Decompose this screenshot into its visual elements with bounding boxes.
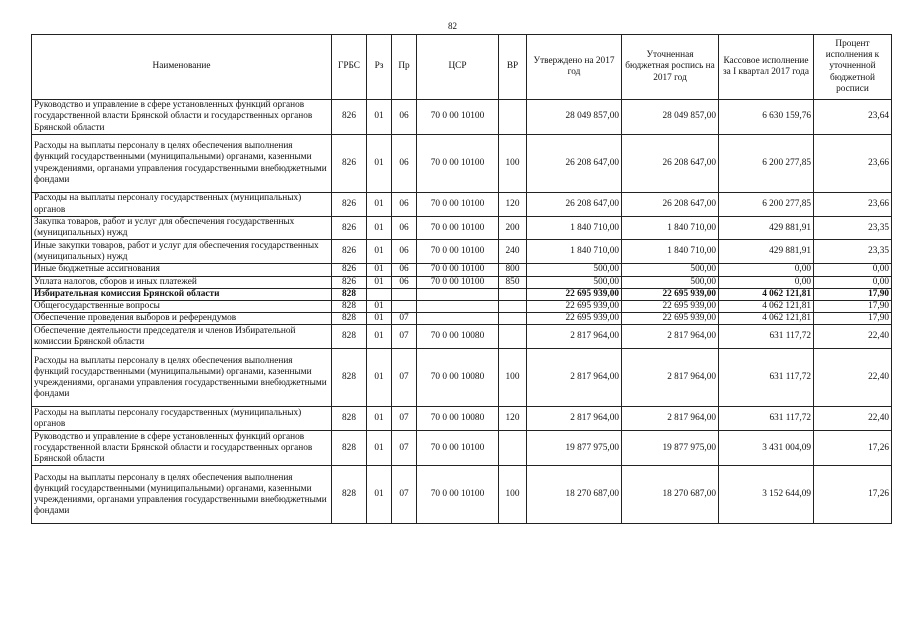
row-approved: 500,00 <box>527 276 622 288</box>
row-pr: 07 <box>392 431 417 466</box>
row-vr: 100 <box>499 466 527 524</box>
table-row <box>32 466 892 524</box>
table-row <box>32 325 892 349</box>
col-header-vr: ВР <box>499 35 527 100</box>
row-percent: 17,90 <box>814 301 892 313</box>
row-approved: 28 049 857,00 <box>527 100 622 135</box>
row-vr <box>499 325 527 349</box>
row-vr <box>499 313 527 325</box>
row-cash: 6 630 159,76 <box>719 100 814 135</box>
row-refined: 26 208 647,00 <box>622 193 719 217</box>
row-grbs: 826 <box>332 240 367 264</box>
row-percent: 0,00 <box>814 276 892 288</box>
row-pr: 06 <box>392 276 417 288</box>
row-name: Иные бюджетные ассигнования <box>32 264 332 276</box>
row-vr: 120 <box>499 193 527 217</box>
row-percent: 23,64 <box>814 100 892 135</box>
row-csr <box>417 288 499 300</box>
row-rz: 01 <box>367 407 392 431</box>
row-csr: 70 0 00 10100 <box>417 240 499 264</box>
row-percent: 23,35 <box>814 217 892 240</box>
row-cash: 631 117,72 <box>719 325 814 349</box>
row-name: Руководство и управление в сфере установленных функций органов государственной власти Брянской области и государственных органов Брянской области <box>32 100 332 135</box>
row-csr <box>417 313 499 325</box>
row-name: Расходы на выплаты персоналу государственных (муниципальных) органов <box>32 407 332 431</box>
row-percent: 23,66 <box>814 135 892 193</box>
row-cash: 6 200 277,85 <box>719 193 814 217</box>
row-name: Расходы на выплаты персоналу государственных (муниципальных) органов <box>32 193 332 217</box>
row-rz: 01 <box>367 264 392 276</box>
row-percent: 17,26 <box>814 431 892 466</box>
row-name: Избирательная комиссия Брянской области <box>32 288 332 300</box>
table-row <box>32 217 892 240</box>
table-row <box>32 407 892 431</box>
row-csr: 70 0 00 10100 <box>417 100 499 135</box>
row-pr: 07 <box>392 313 417 325</box>
row-refined: 2 817 964,00 <box>622 349 719 407</box>
row-cash: 6 200 277,85 <box>719 135 814 193</box>
table-row <box>32 100 892 135</box>
row-refined: 1 840 710,00 <box>622 217 719 240</box>
row-csr: 70 0 00 10080 <box>417 407 499 431</box>
row-vr: 200 <box>499 217 527 240</box>
row-pr: 06 <box>392 240 417 264</box>
row-csr: 70 0 00 10100 <box>417 276 499 288</box>
row-approved: 22 695 939,00 <box>527 288 622 300</box>
row-cash: 631 117,72 <box>719 407 814 431</box>
row-refined: 22 695 939,00 <box>622 301 719 313</box>
page-number: 82 <box>448 21 457 31</box>
row-pr: 06 <box>392 217 417 240</box>
table-row <box>32 431 892 466</box>
col-header-cash: Кассовое исполнение за I квартал 2017 года <box>719 35 814 100</box>
row-name: Расходы на выплаты персоналу в целях обеспечения выполнения функций государственными (муниципальными) органами, казенными учреждениями, органами управления государственными внебюджетными фондами <box>32 349 332 407</box>
row-csr: 70 0 00 10100 <box>417 466 499 524</box>
row-name: Расходы на выплаты персоналу в целях обеспечения выполнения функций государственными (муниципальными) органами, казенными учреждениями, органами управления государственными внебюджетными фондами <box>32 135 332 193</box>
row-vr <box>499 288 527 300</box>
row-grbs: 826 <box>332 217 367 240</box>
table-row <box>32 193 892 217</box>
budget-table <box>31 34 892 524</box>
row-approved: 2 817 964,00 <box>527 325 622 349</box>
row-rz: 01 <box>367 193 392 217</box>
row-cash: 3 431 004,09 <box>719 431 814 466</box>
row-vr <box>499 301 527 313</box>
row-cash: 0,00 <box>719 264 814 276</box>
row-vr: 100 <box>499 349 527 407</box>
row-rz: 01 <box>367 276 392 288</box>
row-approved: 26 208 647,00 <box>527 193 622 217</box>
col-header-approved: Утверждено на 2017 год <box>527 35 622 100</box>
row-pr: 07 <box>392 349 417 407</box>
row-rz <box>367 288 392 300</box>
col-header-grbs: ГРБС <box>332 35 367 100</box>
row-rz: 01 <box>367 240 392 264</box>
col-header-name: Наименование <box>32 35 332 100</box>
row-name: Закупка товаров, работ и услуг для обеспечения государственных (муниципальных) нужд <box>32 217 332 240</box>
table-row <box>32 313 892 325</box>
row-name: Общегосударственные вопросы <box>32 301 332 313</box>
row-grbs: 828 <box>332 349 367 407</box>
row-cash: 429 881,91 <box>719 240 814 264</box>
row-approved: 19 877 975,00 <box>527 431 622 466</box>
col-header-rz: Рз <box>367 35 392 100</box>
row-approved: 18 270 687,00 <box>527 466 622 524</box>
table-row <box>32 276 892 288</box>
row-approved: 22 695 939,00 <box>527 301 622 313</box>
row-pr: 07 <box>392 407 417 431</box>
row-grbs: 828 <box>332 431 367 466</box>
row-csr: 70 0 00 10100 <box>417 217 499 240</box>
row-csr: 70 0 00 10100 <box>417 431 499 466</box>
row-grbs: 826 <box>332 193 367 217</box>
row-pr: 07 <box>392 325 417 349</box>
row-approved: 1 840 710,00 <box>527 217 622 240</box>
row-rz: 01 <box>367 349 392 407</box>
row-grbs: 826 <box>332 264 367 276</box>
row-refined: 2 817 964,00 <box>622 407 719 431</box>
row-percent: 23,35 <box>814 240 892 264</box>
row-grbs: 826 <box>332 100 367 135</box>
row-csr: 70 0 00 10100 <box>417 264 499 276</box>
row-grbs: 828 <box>332 301 367 313</box>
row-pr <box>392 301 417 313</box>
row-percent: 22,40 <box>814 325 892 349</box>
row-percent: 22,40 <box>814 407 892 431</box>
row-refined: 19 877 975,00 <box>622 431 719 466</box>
col-header-refined: Уточненная бюджетная роспись на 2017 год <box>622 35 719 100</box>
row-refined: 500,00 <box>622 264 719 276</box>
row-refined: 2 817 964,00 <box>622 325 719 349</box>
col-header-percent: Процент исполнения к уточненной бюджетной росписи <box>814 35 892 100</box>
table-row <box>32 288 892 300</box>
row-name: Иные закупки товаров, работ и услуг для обеспечения государственных (муниципальных) нужд <box>32 240 332 264</box>
row-rz: 01 <box>367 466 392 524</box>
header-row <box>32 35 892 100</box>
table-row <box>32 301 892 313</box>
row-name: Уплата налогов, сборов и иных платежей <box>32 276 332 288</box>
row-grbs: 826 <box>332 135 367 193</box>
row-name: Обеспечение проведения выборов и референдумов <box>32 313 332 325</box>
col-header-pr: Пр <box>392 35 417 100</box>
row-approved: 2 817 964,00 <box>527 349 622 407</box>
row-csr: 70 0 00 10080 <box>417 349 499 407</box>
row-vr <box>499 431 527 466</box>
row-pr: 06 <box>392 264 417 276</box>
row-vr: 800 <box>499 264 527 276</box>
row-grbs: 826 <box>332 276 367 288</box>
row-grbs: 828 <box>332 313 367 325</box>
row-pr: 06 <box>392 100 417 135</box>
row-rz: 01 <box>367 313 392 325</box>
row-pr: 07 <box>392 466 417 524</box>
row-name: Обеспечение деятельности председателя и членов Избирательной комиссии Брянской области <box>32 325 332 349</box>
row-vr: 850 <box>499 276 527 288</box>
row-refined: 28 049 857,00 <box>622 100 719 135</box>
row-refined: 22 695 939,00 <box>622 313 719 325</box>
row-approved: 26 208 647,00 <box>527 135 622 193</box>
row-approved: 500,00 <box>527 264 622 276</box>
row-cash: 3 152 644,09 <box>719 466 814 524</box>
table-row <box>32 135 892 193</box>
row-cash: 631 117,72 <box>719 349 814 407</box>
row-refined: 22 695 939,00 <box>622 288 719 300</box>
row-refined: 500,00 <box>622 276 719 288</box>
row-vr <box>499 100 527 135</box>
row-approved: 1 840 710,00 <box>527 240 622 264</box>
row-grbs: 828 <box>332 407 367 431</box>
row-rz: 01 <box>367 301 392 313</box>
row-name: Руководство и управление в сфере установленных функций органов государственной власти Брянской области и государственных органов Брянской области <box>32 431 332 466</box>
row-rz: 01 <box>367 431 392 466</box>
row-approved: 22 695 939,00 <box>527 313 622 325</box>
row-cash: 4 062 121,81 <box>719 288 814 300</box>
row-approved: 2 817 964,00 <box>527 407 622 431</box>
row-pr: 06 <box>392 135 417 193</box>
row-grbs: 828 <box>332 466 367 524</box>
row-refined: 26 208 647,00 <box>622 135 719 193</box>
row-rz: 01 <box>367 325 392 349</box>
table-row <box>32 264 892 276</box>
row-percent: 22,40 <box>814 349 892 407</box>
row-cash: 0,00 <box>719 276 814 288</box>
row-percent: 23,66 <box>814 193 892 217</box>
row-rz: 01 <box>367 100 392 135</box>
row-csr: 70 0 00 10080 <box>417 325 499 349</box>
row-rz: 01 <box>367 217 392 240</box>
row-pr: 06 <box>392 193 417 217</box>
row-grbs: 828 <box>332 325 367 349</box>
row-rz: 01 <box>367 135 392 193</box>
row-name: Расходы на выплаты персоналу в целях обеспечения выполнения функций государственными (муниципальными) органами, казенными учреждениями, органами управления государственными внебюджетными фондами <box>32 466 332 524</box>
row-csr: 70 0 00 10100 <box>417 135 499 193</box>
row-percent: 17,26 <box>814 466 892 524</box>
row-cash: 4 062 121,81 <box>719 313 814 325</box>
row-csr <box>417 301 499 313</box>
col-header-csr: ЦСР <box>417 35 499 100</box>
table-row <box>32 240 892 264</box>
row-pr <box>392 288 417 300</box>
row-csr: 70 0 00 10100 <box>417 193 499 217</box>
row-refined: 1 840 710,00 <box>622 240 719 264</box>
row-vr: 100 <box>499 135 527 193</box>
row-cash: 4 062 121,81 <box>719 301 814 313</box>
row-cash: 429 881,91 <box>719 217 814 240</box>
row-percent: 0,00 <box>814 264 892 276</box>
table-row <box>32 349 892 407</box>
row-vr: 240 <box>499 240 527 264</box>
row-vr: 120 <box>499 407 527 431</box>
row-grbs: 828 <box>332 288 367 300</box>
row-percent: 17,90 <box>814 288 892 300</box>
row-refined: 18 270 687,00 <box>622 466 719 524</box>
row-percent: 17,90 <box>814 313 892 325</box>
